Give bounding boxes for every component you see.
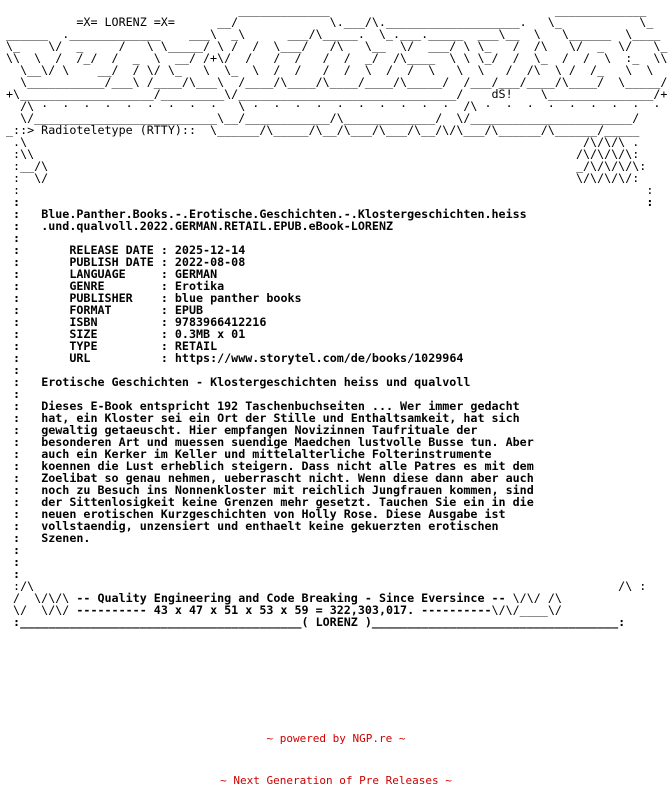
description-row bbox=[6, 520, 666, 532]
footer-ornament-right-2: \/\/____\/ bbox=[491, 603, 562, 617]
frame-line: .\ /\/\/\ . bbox=[6, 135, 640, 149]
frame-edge: : bbox=[6, 423, 42, 437]
empty-row: : bbox=[6, 231, 21, 245]
next-gen-link[interactable]: ~ Next Generation of Pre Releases ~ bbox=[220, 774, 452, 787]
info-label: LANGUAGE bbox=[69, 267, 126, 281]
equation: ---------- 43 x 47 x 51 x 53 x 59 = 322,303,017. ---------- bbox=[76, 603, 492, 617]
frame-edge: : bbox=[6, 471, 42, 485]
info-label: FORMAT bbox=[69, 303, 112, 317]
description-line: Szenen. bbox=[41, 531, 91, 545]
info-label: PUBLISH DATE bbox=[69, 255, 154, 269]
banner-line: \__\/ \ __/ / \/ \_ \ \_ \ / / / / \ / / \ \ \ / /\ \ / /_ \ \ bbox=[6, 63, 654, 77]
release-title-2: .und.qualvoll.2022.GERMAN.RETAIL.EPUB.eBook-LORENZ bbox=[41, 219, 394, 233]
frame-edge: : bbox=[6, 495, 42, 509]
empty-row: : bbox=[6, 555, 21, 569]
info-separator: : bbox=[160, 255, 175, 269]
info-value: 2022-08-08 bbox=[174, 255, 246, 269]
empty-row: : bbox=[6, 387, 21, 401]
frame-edge: : bbox=[6, 483, 42, 497]
banner-line: \/__________________________\__/____________/\_____________/ \/_______________________/ bbox=[6, 111, 640, 125]
info-separator: : bbox=[160, 267, 175, 281]
release-info-table bbox=[6, 244, 666, 364]
description-line: Dieses E-Book entspricht 192 Taschenbuchseiten ... Wer immer gedacht bbox=[41, 399, 520, 413]
info-label: RELEASE DATE bbox=[69, 243, 154, 257]
description-line: vollstaendig, unzensiert und enthaelt keine gekuerzten erotischen bbox=[41, 519, 499, 533]
book-description bbox=[6, 400, 666, 544]
info-row bbox=[6, 268, 666, 280]
info-value: GERMAN bbox=[174, 267, 218, 281]
frame-edge: : bbox=[6, 531, 42, 545]
frame-edge: : bbox=[6, 519, 42, 533]
description-line: gewaltig getaeuscht. Hier empfangen Novizinnen Taufrituale der bbox=[41, 423, 478, 437]
frame-edge: : bbox=[6, 447, 42, 461]
info-value: 9783966412216 bbox=[174, 315, 267, 329]
release-title-1: Blue.Panther.Books.-.Erotische.Geschichten.-.Klostergeschichten.heiss bbox=[41, 207, 527, 221]
release-title-line-2: : .und.qualvoll.2022.GERMAN.RETAIL.EPUB.eBook-LORENZ bbox=[6, 219, 394, 233]
frame-top-ornament bbox=[6, 136, 666, 196]
info-label: GENRE bbox=[69, 279, 105, 293]
nfo-document bbox=[6, 4, 666, 628]
empty-row: : bbox=[6, 543, 21, 557]
frame-edge: : bbox=[6, 351, 70, 365]
frame-edge: : bbox=[6, 411, 42, 425]
banner-line: +\___________________/_________\/_______________________________/ dS! \_______________/+ bbox=[6, 87, 668, 101]
info-value: Erotika bbox=[174, 279, 225, 293]
description-row bbox=[6, 532, 666, 544]
description-line: noch zu Besuch ins Nonnenkloster mit reichlich Jungfrauen kommen, sind bbox=[41, 483, 534, 497]
frame-edge: : bbox=[6, 267, 70, 281]
info-value: blue panther books bbox=[174, 291, 302, 305]
footer-ornament-right: \/\/ /\ bbox=[505, 591, 562, 605]
info-label: ISBN bbox=[69, 315, 98, 329]
footer-ornament-left-2: \/ \/\/ bbox=[6, 603, 77, 617]
frame-edge: : bbox=[6, 291, 70, 305]
banner-line: _____________ _____________ bbox=[6, 3, 647, 17]
info-separator: : bbox=[160, 243, 175, 257]
frame-edge: : bbox=[6, 279, 70, 293]
empty-row: : bbox=[6, 363, 21, 377]
frame-edge: : bbox=[6, 315, 70, 329]
info-row bbox=[6, 352, 666, 364]
info-separator: : bbox=[160, 303, 175, 317]
info-row bbox=[6, 316, 666, 328]
banner-line: \\ \ / /_/ / _ \ __/ /+\/ / / / / / _/ /\____ \ \ \_/ / \_ / / \ :_ \\ bbox=[6, 51, 668, 65]
footer-ornament-1: :/\ /\ : bbox=[6, 579, 647, 593]
info-separator: : bbox=[160, 339, 175, 353]
footer-ornament-left: / \/\/\ bbox=[6, 591, 77, 605]
empty-row: : : bbox=[6, 195, 654, 209]
info-value: 2025-12-14 bbox=[174, 243, 246, 257]
banner-line: \_ \/ _ / \ \_____/ \ / / \___/ /\ \__ \/ ___/ \ \_ / /\ \/ _ \/ \_ bbox=[6, 39, 668, 53]
frame-line: :__/\ _/\/\/\/\: bbox=[6, 159, 647, 173]
info-label: URL bbox=[69, 351, 91, 365]
info-separator: : bbox=[160, 315, 175, 329]
banner-line: ______ ._____________ ___\ _\ ___/\_____. \_.___._____ ___\__ \ \______ \____ bbox=[6, 27, 661, 41]
description-line: neuen erotischen Kurzgeschichten von Holly Rose. Diese Ausgabe ist bbox=[41, 507, 506, 521]
description-line: auch ein Kerker im Keller und mittelalterliche Folterinstrumente bbox=[41, 447, 492, 461]
tagline: -- Quality Engineering and Code Breaking - Since Eversince -- bbox=[76, 591, 506, 605]
info-separator: : bbox=[160, 327, 175, 341]
description-line: Zoelibat so genau nehmen, ueberrascht nicht. Wenn diese dann aber auch bbox=[41, 471, 534, 485]
frame-edge: : bbox=[6, 327, 70, 341]
frame-edge: : bbox=[6, 255, 70, 269]
description-line: besonderen Art und muessen suendige Maedchen lustvolle Busse tun. Aber bbox=[41, 435, 534, 449]
frame-edge: : bbox=[6, 243, 70, 257]
info-label: SIZE bbox=[69, 327, 98, 341]
info-value: https://www.storytel.com/de/books/1029964 bbox=[174, 351, 464, 365]
frame-edge: : bbox=[6, 435, 42, 449]
lorenz-ascii-banner bbox=[6, 4, 666, 136]
book-title: Erotische Geschichten - Klostergeschichten heiss und qualvoll bbox=[41, 375, 471, 389]
frame-edge: : bbox=[6, 399, 42, 413]
banner-line: _::> Radioteletype (RTTY):: \______/\_____/\__/\___/\___/\__/\/\___/\______/\______/_____ bbox=[6, 123, 640, 137]
description-line: hat, ein Kloster sei ein Ort der Stille und Enthaltsamkeit, hat sich bbox=[41, 411, 520, 425]
info-label: TYPE bbox=[69, 339, 98, 353]
info-row bbox=[6, 328, 666, 340]
info-separator: : bbox=[160, 291, 175, 305]
frame-line: : : bbox=[6, 183, 654, 197]
banner-line: =X= LORENZ =X= __/ \.___/\.___________________. \_ \_ bbox=[6, 15, 654, 29]
release-title-line-1: : Blue.Panther.Books.-.Erotische.Geschichten.-.Klostergeschichten.heiss bbox=[6, 207, 527, 221]
info-value: 0.3MB x 01 bbox=[174, 327, 246, 341]
banner-line: \___________/___\ /____/\___\ /____/\____/\____/____/\_____/ /___/___/____/\____/ \_____/ bbox=[6, 75, 668, 89]
description-line: koennen die Lust erheblich steigern. Dass nicht alle Patres es mit dem bbox=[41, 459, 534, 473]
frame-edge: : bbox=[6, 303, 70, 317]
frame-edge: : bbox=[6, 459, 42, 473]
info-value: EPUB bbox=[174, 303, 204, 317]
frame-line: :\\ /\/\/\/\: bbox=[6, 147, 640, 161]
frame-edge: : bbox=[6, 507, 42, 521]
description-line: der Sittenlosigkeit keine Grenzen mehr gesetzt. Tauchen Sie ein in die bbox=[41, 495, 534, 509]
closing-line: :________________________________________( LORENZ )___________________________________: bbox=[6, 615, 626, 629]
powered-by-link[interactable]: ~ powered by NGP.re ~ bbox=[266, 732, 406, 745]
info-separator: : bbox=[160, 279, 175, 293]
frame-edge: : bbox=[6, 339, 70, 353]
empty-row: : bbox=[6, 567, 21, 581]
info-value: RETAIL bbox=[174, 339, 218, 353]
banner-line: /\ · · · · · · · · · \ · · · · · · · · · · /\ · · · · · · · · · bbox=[6, 99, 661, 113]
info-label: PUBLISHER bbox=[69, 291, 133, 305]
info-row bbox=[6, 304, 666, 316]
frame-line: : \/ \/\/\/\/: bbox=[6, 171, 640, 185]
links-footer bbox=[0, 704, 672, 802]
book-title-line: : Erotische Geschichten - Klostergeschichten heiss und qualvoll bbox=[6, 375, 471, 389]
info-separator: : bbox=[160, 351, 175, 365]
